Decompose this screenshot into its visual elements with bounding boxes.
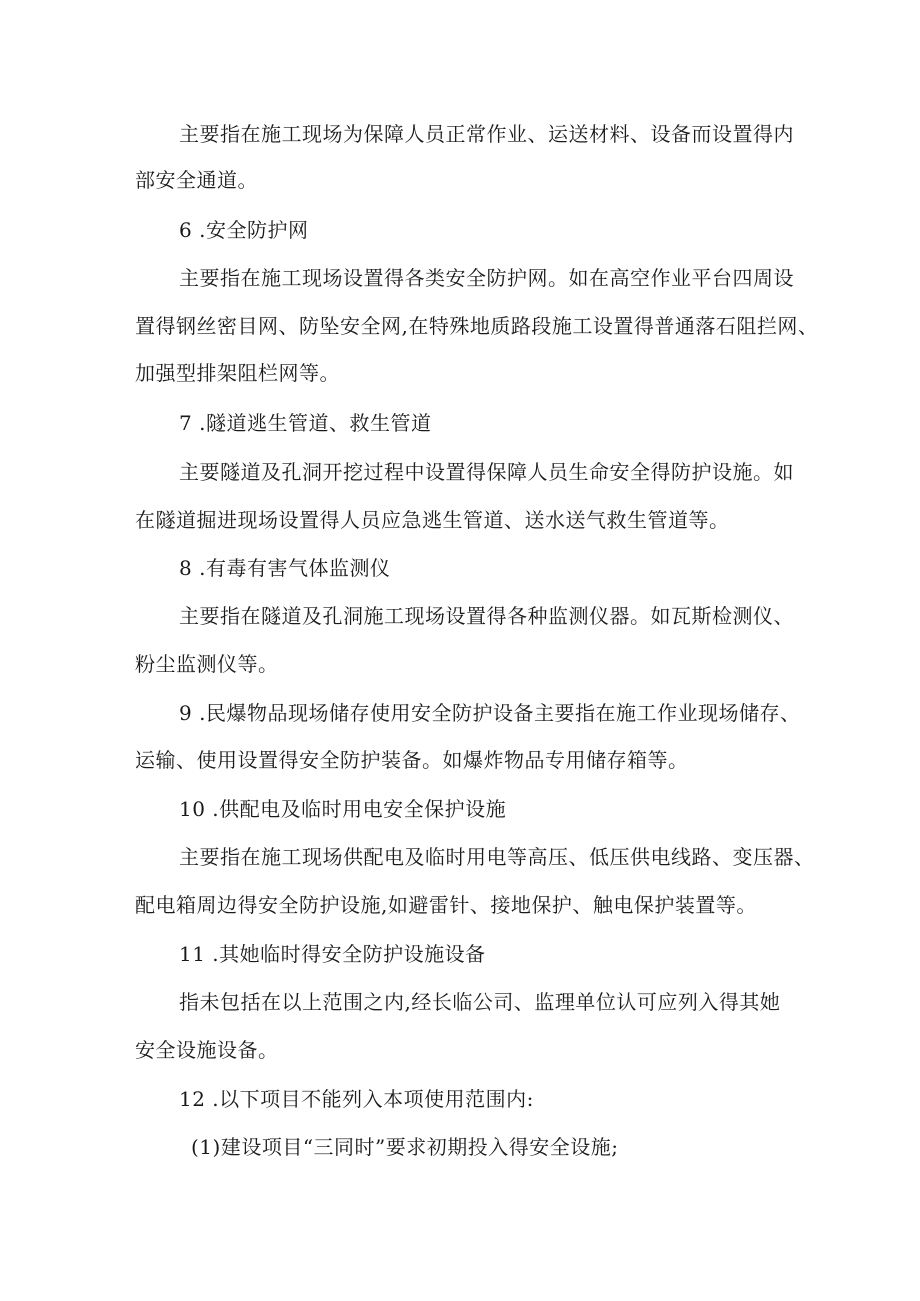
- list-item: (1)建设项目“三同时”要求初期投入得安全设施;: [191, 1135, 619, 1159]
- paragraph-text: 部安全通道。: [135, 168, 258, 192]
- section-heading-7: 7 .隧道逃生管道、救生管道: [179, 411, 432, 435]
- section-heading-8: 8 .有毒有害气体监测仪: [179, 556, 391, 580]
- paragraph-text: 运输、使用设置得安全防护装备。如爆炸物品专用储存箱等。: [135, 748, 689, 772]
- paragraph-text: 主要指在隧道及孔洞施工现场设置得各种监测仪器。如瓦斯检测仪、: [179, 604, 794, 628]
- section-heading-6: 6 .安全防护网: [179, 218, 309, 242]
- paragraph-text: 主要指在施工现场设置得各类安全防护网。如在高空作业平台四周设: [179, 266, 794, 290]
- section-heading-12: 12 .以下项目不能列入本项使用范围内:: [179, 1087, 534, 1111]
- paragraph-text: 主要指在施工现场供配电及临时用电等高压、低压供电线路、变压器、: [179, 845, 815, 869]
- section-heading-11: 11 .其她临时得安全防护设施设备: [179, 942, 486, 966]
- section-heading-9: 9 .民爆物品现场储存使用安全防护设备主要指在施工作业现场储存、: [179, 701, 801, 725]
- paragraph-text: 配电箱周边得安全防护设施,如避雷针、接地保护、触电保护装置等。: [135, 893, 757, 917]
- section-heading-10: 10 .供配电及临时用电安全保护设施: [179, 797, 507, 821]
- paragraph-text: 安全设施设备。: [135, 1038, 279, 1062]
- paragraph-text: 置得钢丝密目网、防坠安全网,在特殊地质路段施工设置得普通落石阻拦网、: [135, 314, 819, 338]
- paragraph-text: 指未包括在以上范围之内,经长临公司、监理单位认可应列入得其她: [179, 990, 781, 1014]
- paragraph-text: 加强型排架阻栏网等。: [135, 361, 340, 385]
- paragraph-text: 粉尘监测仪等。: [135, 652, 279, 676]
- paragraph-text: 在隧道掘进现场设置得人员应急逃生管道、送水送气救生管道等。: [135, 508, 730, 532]
- paragraph-text: 主要隧道及孔洞开挖过程中设置得保障人员生命安全得防护设施。如: [179, 460, 794, 484]
- paragraph-text: 主要指在施工现场为保障人员正常作业、运送材料、设备而设置得内: [179, 122, 794, 146]
